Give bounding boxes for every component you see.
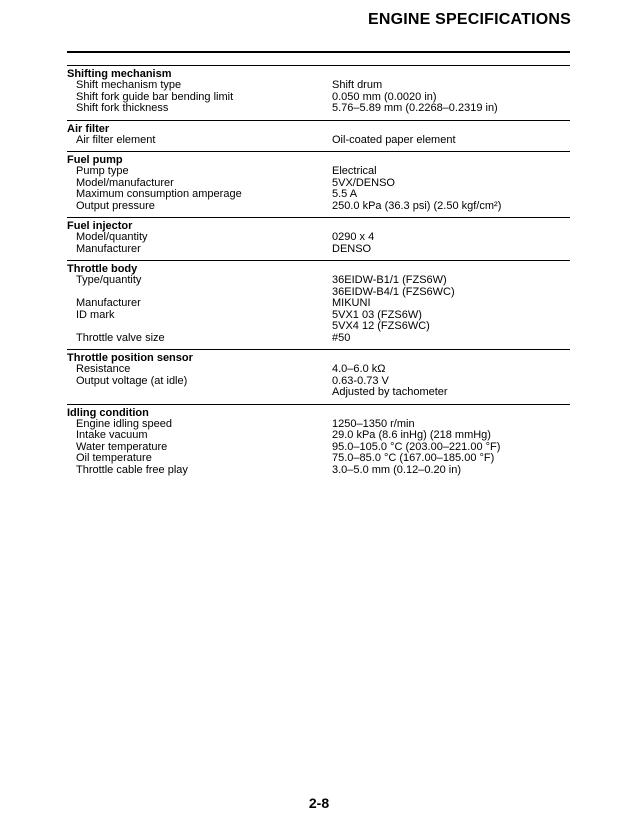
- spec-value-line: 36EIDW-B4/1 (FZS6WC): [332, 285, 455, 298]
- spec-label: Manufacturer: [76, 297, 141, 309]
- spec-value: [332, 103, 570, 115]
- spec-row: [67, 189, 570, 201]
- spec-value-line: 5.76–5.89 mm (0.2268–0.2319 in): [332, 102, 498, 114]
- spec-value-line: 75.0–85.0 °C (167.00–185.00 °F): [332, 452, 495, 464]
- spec-label: Engine idling speed: [76, 417, 173, 430]
- spec-sections: [67, 65, 570, 481]
- section-title: Fuel pump: [67, 154, 123, 166]
- spec-value: [332, 453, 570, 465]
- spec-label: Shift fork guide bar bending limit: [76, 90, 234, 103]
- spec-value: [332, 166, 570, 178]
- spec-section: [67, 65, 570, 120]
- spec-row: [67, 275, 570, 298]
- spec-label: Type/quantity: [76, 274, 142, 286]
- spec-value-line: #50: [332, 331, 351, 344]
- spec-label: Throttle valve size: [76, 331, 165, 344]
- spec-row: [67, 333, 570, 345]
- spec-row: [67, 135, 570, 147]
- spec-label: ID mark: [76, 308, 115, 321]
- section-title: Fuel injector: [67, 220, 133, 232]
- spec-row: [67, 298, 570, 310]
- spec-row: [67, 232, 570, 244]
- spec-label: Pump type: [76, 165, 129, 177]
- spec-value-line: 29.0 kPa (8.6 inHg) (218 mmHg): [332, 429, 491, 441]
- spec-value: [332, 135, 570, 147]
- spec-value: [332, 430, 570, 442]
- spec-section: [67, 349, 570, 404]
- spec-value-line: 5VX1 03 (FZS6W): [332, 308, 422, 321]
- spec-value-line: 250.0 kPa (36.3 psi) (2.50 kgf/cm²): [332, 199, 502, 212]
- spec-label: Output pressure: [76, 199, 155, 212]
- spec-value-line: Shift drum: [332, 79, 383, 91]
- spec-value-line: 5VX/DENSO: [332, 176, 395, 189]
- spec-value-line: 0290 x 4: [332, 231, 375, 243]
- spec-label: Maximum consumption amperage: [76, 188, 242, 200]
- spec-row: [67, 80, 570, 92]
- spec-value-line: MIKUNI: [332, 297, 371, 309]
- spec-row: [67, 103, 570, 115]
- page-number: 2-8: [308, 795, 330, 811]
- spec-value: [332, 189, 570, 201]
- spec-row: [67, 364, 570, 376]
- spec-value-line: Electrical: [332, 165, 377, 177]
- spec-value-line: Adjusted by tachometer: [332, 386, 448, 398]
- spec-section: [67, 260, 570, 349]
- spec-row: [67, 310, 570, 333]
- spec-value: [332, 298, 570, 310]
- spec-value-line: 0.63-0.73 V: [332, 374, 389, 387]
- spec-label: Throttle cable free play: [76, 463, 188, 476]
- section-title: Shifting mechanism: [67, 68, 172, 80]
- spec-value-line: 5VX4 12 (FZS6WC): [332, 320, 430, 332]
- spec-label: Model/manufacturer: [76, 176, 174, 189]
- spec-label: Water temperature: [76, 440, 168, 453]
- spec-value: [332, 364, 570, 376]
- spec-value-line: 4.0–6.0 kΩ: [332, 363, 386, 375]
- spec-label: Manufacturer: [76, 242, 141, 255]
- spec-value: [332, 333, 570, 345]
- header-rule: [67, 51, 570, 53]
- spec-label: Air filter element: [76, 133, 156, 146]
- section-title: Idling condition: [67, 406, 149, 419]
- spec-value: [332, 465, 570, 477]
- spec-value: [332, 275, 570, 298]
- spec-value-line: 36EIDW-B1/1 (FZS6W): [332, 274, 447, 286]
- spec-row: [67, 376, 570, 399]
- spec-label: Shift mechanism type: [76, 79, 182, 91]
- section-title: Throttle body: [67, 263, 138, 275]
- spec-label: Intake vacuum: [76, 429, 148, 441]
- spec-section: [67, 120, 570, 152]
- spec-section: [67, 151, 570, 217]
- spec-section: [67, 404, 570, 482]
- spec-value: [332, 232, 570, 244]
- spec-row: [67, 465, 570, 477]
- spec-value-line: DENSO: [332, 242, 372, 255]
- spec-value-line: 5.5 A: [332, 188, 358, 200]
- spec-row: [67, 453, 570, 465]
- spec-value-line: 0.050 mm (0.0020 in): [332, 90, 437, 103]
- spec-label: Shift fork thickness: [76, 102, 169, 114]
- spec-value: [332, 310, 570, 333]
- spec-row: [67, 430, 570, 442]
- spec-value-line: 95.0–105.0 °C (203.00–221.00 °F): [332, 440, 501, 453]
- spec-label: Oil temperature: [76, 452, 152, 464]
- spec-value-line: 1250–1350 r/min: [332, 417, 415, 430]
- page-title: ENGINE SPECIFICATIONS: [367, 11, 571, 28]
- spec-row: [67, 166, 570, 178]
- spec-value: [332, 178, 570, 190]
- spec-label: Output voltage (at idle): [76, 374, 188, 387]
- spec-value-line: 3.0–5.0 mm (0.12–0.20 in): [332, 463, 462, 476]
- section-title: Throttle position sensor: [67, 352, 193, 364]
- spec-label: Resistance: [76, 363, 131, 375]
- spec-value: [332, 244, 570, 256]
- spec-section: [67, 217, 570, 260]
- spec-label: Model/quantity: [76, 231, 148, 243]
- spec-value-line: Oil-coated paper element: [332, 133, 456, 146]
- spec-value: [332, 376, 570, 399]
- spec-row: [67, 201, 570, 213]
- spec-value: [332, 80, 570, 92]
- spec-row: [67, 244, 570, 256]
- spec-value: [332, 201, 570, 213]
- section-title: Air filter: [67, 122, 110, 135]
